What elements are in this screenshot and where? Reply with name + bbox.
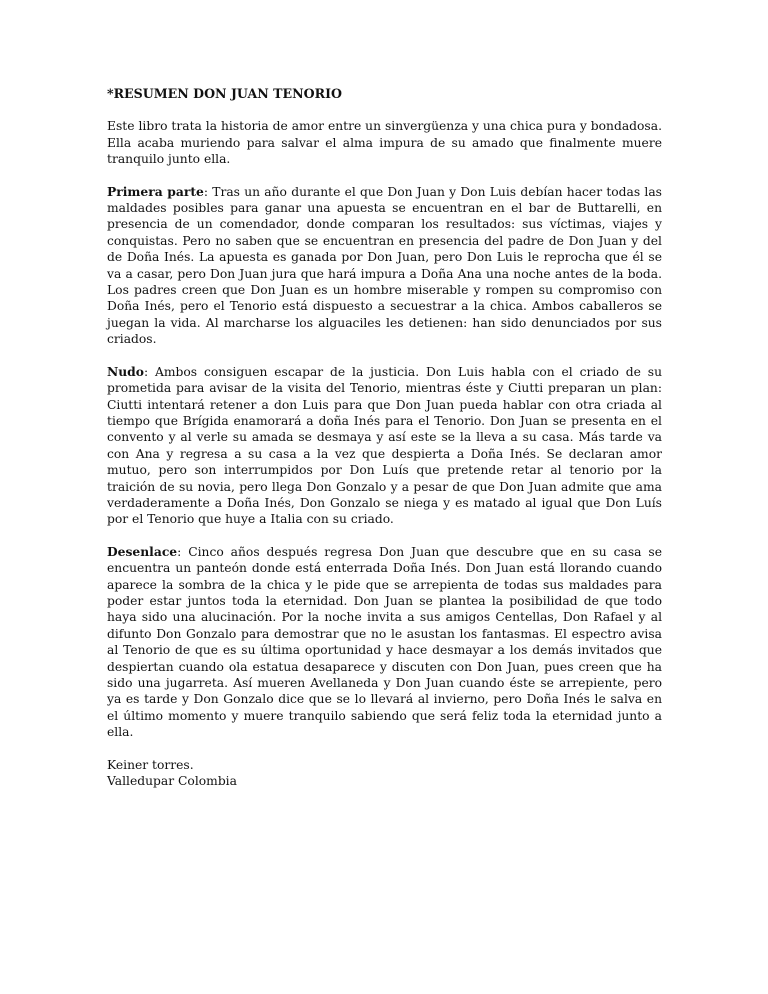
section-primera-parte	[107, 184, 662, 348]
section-text: : Cinco años después regresa Don Juan que descubre que en su casa se encuentra un panteón donde está enterrada Doña Inés. Don Juan está llorando cuando aparece la sombra de la chica y le pide que se arrepienta de todas sus maldades para poder estar juntos toda la eternidad. Don Juan se plantea la posibilidad de que todo haya sido una alucinación. Por la noche invita a sus amigos Centellas, Don Rafael y al difunto Don Gonzalo para demostrar que no le asustan los fantasmas. El espectro avisa al Tenorio de que es su última oportunidad y hace desmayar a los demás invitados que despiertan cuando ola estatua desaparece y discuten con Don Juan, pues creen que ha sido una jugarreta. Así mueren Avellaneda y Don Juan cuando éste se arrepiente, pero ya es tarde y Don Gonzalo dice que se lo llevará al invierno, pero Doña Inés le salva en el último momento y muere tranquilo sabiendo que será feliz toda la eternidad junto a ella.	[107, 544, 662, 740]
section-text: : Ambos consiguen escapar de la justicia. Don Luis habla con el criado de su prometida para avisar de la visita del Tenorio, mientras éste y Ciutti preparan un plan: Ciutti intentará retener a don Luis para que Don Juan pueda hablar con otra criada al tiempo que Brígida enamorará a doña Inés para el Tenorio. Don Juan se presenta en el convento y al verle su amada se desmaya y así este se la lleva a su casa. Más tarde va con Ana y regresa a su casa a la vez que despierta a Doña Inés. Se declaran amor mutuo, pero son interrumpidos por Don Luís que pretende retar al tenorio por la traición de su novia, pero llega Don Gonzalo y a pesar de que Don Juan admite que ama verdaderamente a Doña Inés, Don Gonzalo se niega y es matado al igual que Don Luís por el Tenorio que huye a Italia con su criado.	[107, 364, 662, 527]
document-page	[107, 86, 662, 789]
section-label: Nudo	[107, 363, 144, 379]
section-label: Primera parte	[107, 183, 204, 199]
intro-paragraph: Este libro trata la historia de amor entre un sinvergüenza y una chica pura y bondadosa. Ella acaba muriendo para salvar el alma impura de su amado que finalmente muere tranquilo junto ella.	[107, 119, 662, 167]
signature-place: Valledupar Colombia	[107, 774, 237, 789]
section-text: : Tras un año durante el que Don Juan y Don Luis debían hacer todas las maldades posibles para ganar una apuesta se encuentran en el bar de Buttarelli, en presencia de un comendador, donde comparan los resultados: sus víctimas, viajes y conquistas. Pero no saben que se encuentran en presencia del padre de Don Juan y del de Doña Inés. La apuesta es ganada por Don Juan, pero Don Luis le reprocha que él se va a casar, pero Don Juan jura que hará impura a Doña Ana una noche antes de la boda. Los padres creen que Don Juan es un hombre miserable y rompen su compromiso con Doña Inés, pero el Tenorio está dispuesto a secuestrar a la chica. Ambos caballeros se juegan la vida. Al marcharse los alguaciles les detienen: han sido denunciados por sus criados.	[107, 184, 662, 347]
section-desenlace	[107, 544, 662, 741]
signature-name: Keiner torres.	[107, 757, 194, 772]
section-nudo	[107, 364, 662, 528]
section-label: Desenlace	[107, 543, 178, 559]
document-title: *RESUMEN DON JUAN TENORIO	[107, 86, 342, 101]
